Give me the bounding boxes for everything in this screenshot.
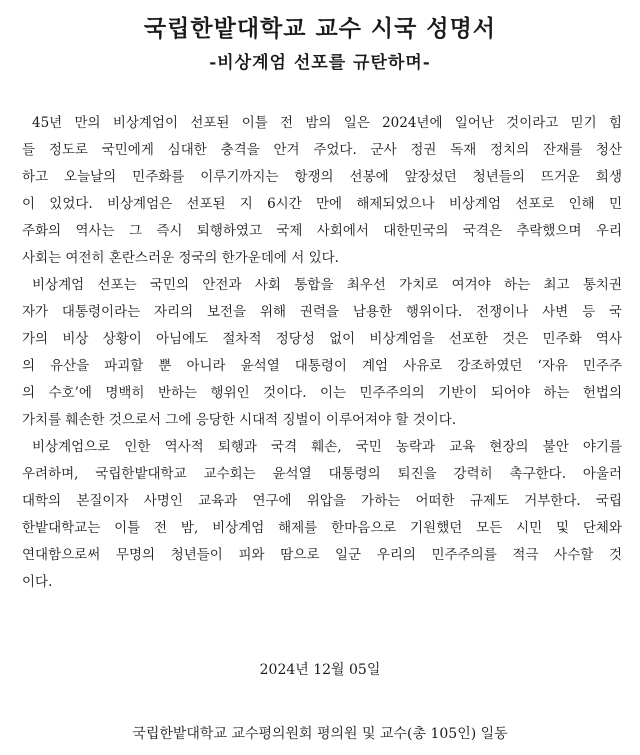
body-line: 사회는 여전히 혼란스러운 정국의 한가운데에 서 있다. bbox=[22, 250, 339, 266]
body-line: 주화의 역사는 그 즉시 퇴행하였고 국제 사회에서 대한민국의 국격은 추락했으며 우리 bbox=[22, 223, 622, 239]
body-line: 가치를 훼손한 것으로서 그에 응당한 시대적 징벌이 이루어져야 할 것이다. bbox=[22, 412, 457, 428]
body-line: 비상계엄으로 인한 역사적 퇴행과 국격 훼손, 국민 농락과 교육 현장의 불안 야기를 bbox=[32, 439, 622, 455]
body-line: 의 유산을 파괴할 뿐 아니라 윤석열 대통령이 계엄 사유로 강조하였던 ‘자유 민주주 bbox=[22, 358, 622, 374]
body-line: 들 정도로 국민에게 심대한 충격을 안겨 주었다. 군사 정권 독재 정치의 잔재를 청산 bbox=[22, 142, 622, 158]
body-line: 가의 비상 상황이 아님에도 절차적 정당성 없이 비상계엄을 선포한 것은 민주화 역사 bbox=[22, 331, 622, 347]
document-date: 2024년 12월 05일 bbox=[259, 662, 381, 678]
body-line: 이다. bbox=[22, 574, 53, 590]
body-line: 우려하며, 국립한밭대학교 교수회는 윤석열 대통령의 퇴진을 강력히 촉구한다. 아울러 bbox=[22, 466, 622, 482]
body-line: 대학의 본질이자 사명인 교육과 연구에 위압을 가하는 어떠한 규제도 거부한다. 국립 bbox=[22, 493, 622, 509]
document-subtitle: -비상계엄 선포를 규탄하며- bbox=[209, 53, 431, 73]
body-line: 이 있었다. 비상계엄은 선포된 지 6시간 만에 해제되었으나 비상계엄 선포로 인해 민 bbox=[22, 196, 622, 212]
document-signature: 국립한밭대학교 교수평의원회 평의원 및 교수(총 105인) 일동 bbox=[132, 726, 508, 742]
body-line: 연대함으로써 무명의 청년들이 피와 땀으로 일군 우리의 민주주의를 적극 사수할 것 bbox=[22, 547, 622, 563]
body-line: 의 수호’에 명백히 반하는 행위인 것이다. 이는 민주주의의 기반이 되어야 하는 헌법의 bbox=[22, 385, 622, 401]
statement-body bbox=[22, 110, 622, 596]
body-line: 한밭대학교는 이틀 전 밤, 비상계엄 해제를 한마음으로 기원했던 모든 시민 및 단체와 bbox=[22, 520, 622, 536]
body-line: 45년 만의 비상계엄이 선포된 이틀 전 밤의 일은 2024년에 일어난 것이라고 믿기 힘 bbox=[32, 115, 622, 131]
body-line: 자가 대통령이라는 자리의 보전을 위해 권력을 남용한 행위이다. 전쟁이나 사변 등 국 bbox=[22, 304, 622, 320]
body-line: 하고 오늘날의 민주화를 이루기까지는 항쟁의 선봉에 앞장섰던 청년들의 뜨거운 희생 bbox=[22, 169, 622, 185]
document-title: 국립한밭대학교 교수 시국 성명서 bbox=[143, 15, 497, 42]
body-line: 비상계엄 선포는 국민의 안전과 사회 통합을 최우선 가치로 여겨야 하는 최고 통치권 bbox=[32, 277, 622, 293]
